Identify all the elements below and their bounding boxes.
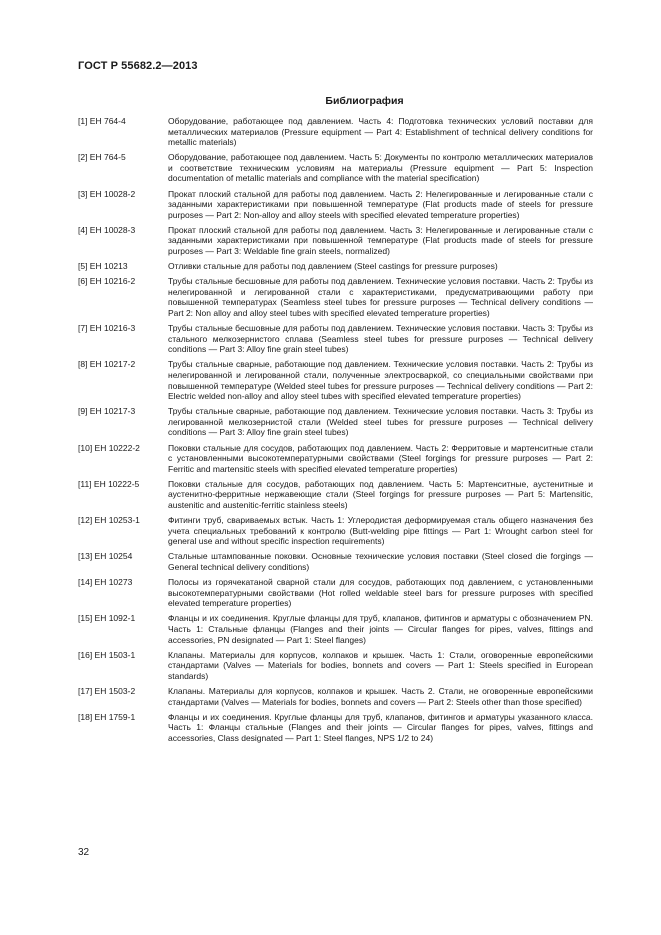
bibliography-title: Библиография (325, 95, 404, 107)
bibliography-entry (78, 443, 593, 475)
bibliography-entry (78, 650, 593, 682)
document-header: ГОСТ Р 55682.2—2013 (78, 60, 198, 72)
bibliography-entry (78, 261, 593, 272)
bibliography-entry (78, 225, 593, 257)
reference-code: [3] ЕН 10028-2 (78, 188, 136, 199)
reference-code: [5] ЕН 10213 (78, 261, 128, 272)
reference-text: Фитинги труб, свариваемых встык. Часть 1: Углеродистая деформируемая сталь общего назначения без учета специальных требований к контролю (Butt-welding pipe fittings — Part 1: Wrought carbon steel for general use and without specific inspection requirements) (168, 515, 593, 547)
reference-code: [1] ЕН 764-4 (78, 116, 126, 126)
bibliography-entry (78, 479, 593, 511)
reference-code: [9] ЕН 10217-3 (78, 406, 136, 417)
reference-text: Трубы стальные сварные, работающие под давлением. Технические условия поставки. Часть 2: Трубы из нелегированной и легированной стали, полученные электросваркой, со специальными свойствами при повышенной температуре (Welded steel tubes for pressure purposes — Technical delivery conditions — Part 2: Electric welded non-alloy and alloy steel tubes with specified elevated temperature properties) (168, 359, 593, 402)
bibliography-entry (78, 686, 593, 707)
reference-code: [10] ЕН 10222-2 (78, 442, 140, 453)
reference-code: [6] ЕН 10216-2 (78, 276, 136, 287)
reference-code: [18] ЕН 1759-1 (78, 711, 136, 722)
bibliography-entry (78, 323, 593, 355)
reference-text: Клапаны. Материалы для корпусов, колпаков и крышек. Часть 1: Стали, оговоренные европейскими стандартами (Valves — Materials for bodies, bonnets and covers — Part 1: Steels specified in European standards) (168, 649, 593, 681)
reference-code: [14] ЕН 10273 (78, 577, 133, 588)
bibliography-entry (78, 359, 593, 401)
reference-text: Полосы из горячекатаной сварной стали для сосудов, работающих под давлением, с установленными высокотемпературными свойствами (Hot rolled weldable steel bars for pressure purposes with specified elevated temperature properties) (168, 577, 593, 609)
reference-text: Клапаны. Материалы для корпусов, колпаков и крышек. Часть 2. Стали, не оговоренные европейскими стандартами (Valves — Materials for bodies, bonnets and covers — Part 2: Steels other than those specified) (168, 685, 593, 707)
bibliography-entry (78, 613, 593, 645)
reference-code: [4] ЕН 10028-3 (78, 224, 136, 235)
bibliography-entry (78, 577, 593, 609)
bibliography-entry (78, 515, 593, 547)
page-number: 32 (78, 847, 90, 858)
reference-text: Прокат плоский стальной для работы под давлением. Часть 2: Нелегированные и легированные стали с заданными характеристиками при повышенной температуре (Flat products made of steels for pressure purposes — Part 2: Non-alloy and alloy steels with specified elevated temperature properties) (168, 188, 593, 220)
bibliography-entry (78, 276, 593, 318)
reference-code: [17] ЕН 1503-2 (78, 685, 136, 696)
bibliography-entry (78, 116, 593, 148)
bibliography-list (78, 116, 593, 748)
reference-text: Трубы стальные бесшовные для работы под давлением. Технические условия поставки. Часть 3: Трубы из стального мелкозернистого сплава (Seamless steel tubes for pressure purposes — Technical delivery conditions — Part 3: Alloy fine grain steel tubes) (168, 323, 593, 355)
reference-code: [8] ЕН 10217-2 (78, 359, 136, 370)
reference-code: [7] ЕН 10216-3 (78, 323, 136, 334)
bibliography-entry (78, 406, 593, 438)
bibliography-entry (78, 152, 593, 184)
reference-text: Оборудование, работающее под давлением. Часть 5: Документы по контролю металлических материалов и соответствие техническим условиям на материалы (Pressure equipment — Part 5: Inspection documentation of metallic materials and compliance with the material specification) (168, 152, 593, 184)
reference-code: [11] ЕН 10222-5 (78, 478, 140, 489)
reference-text: Трубы стальные сварные, работающие под давлением. Технические условия поставки. Часть 3: Трубы из легированной мелкозернистой стали (Welded steel tubes for pressure purposes — Technical delivery conditions — Part 3: Alloy fine grain steel tubes) (168, 406, 593, 438)
reference-text: Стальные штампованные поковки. Основные технические условия поставки (Steel closed die forgings — General technical delivery conditions) (168, 551, 593, 572)
reference-text: Фланцы и их соединения. Круглые фланцы для труб, клапанов, фитингов и арматуры указанного класса. Часть 1: Фланцы стальные (Flanges and their joints — Circular flanges for pipes, valves, fittings and accessories, Class designated — Part 1: Steel flanges, NPS 1/2 to 24) (168, 711, 593, 743)
reference-code: [15] ЕН 1092-1 (78, 613, 136, 624)
reference-text: Фланцы и их соединения. Круглые фланцы для труб, клапанов, фитингов и арматуры с обозначением PN. Часть 1: Стальные фланцы (Flanges and their joints — Circular flanges for pipes, valves, fittings and accessories, PN designated — Part 1: Steel flanges) (168, 613, 593, 645)
bibliography-entry (78, 189, 593, 221)
reference-code: [12] ЕН 10253-1 (78, 515, 140, 526)
reference-text: Поковки стальные для сосудов, работающих под давлением. Часть 2: Ферритовые и мартенситные стали с установленными высокотемпературными свойствами (Steel forgings for pressure purposes — Part 2: Ferritic and martensitic steels with specified elevated temperature properties) (168, 442, 593, 474)
bibliography-entry (78, 551, 593, 572)
reference-text: Оборудование, работающее под давлением. Часть 4: Подготовка технических условий поставки для металлических материалов (Pressure equipment — Part 4: Establishment of technical delivery conditions for metallic materials) (168, 116, 593, 148)
reference-text: Поковки стальные для сосудов, работающих под давлением. Часть 5: Мартенситные, аустенитные и аустенитно-ферритные нержавеющие стали (Steel forgings for pressure purposes — Part 5: Martensitic, austenitic and austenitic-ferritic stainless steels) (168, 478, 593, 510)
reference-code: [13] ЕН 10254 (78, 551, 133, 562)
reference-text: Прокат плоский стальной для работы под давлением. Часть 3: Нелегированные и легированные стали с заданными характеристиками при повышенной температуре (Flat products made of steels for pressure purposes — Part 3: Weldable fine grain steels, normalized) (168, 224, 593, 257)
reference-code: [2] ЕН 764-5 (78, 152, 126, 163)
bibliography-entry (78, 712, 593, 744)
reference-text: Отливки стальные для работы под давлением (Steel castings for pressure purposes) (168, 261, 498, 272)
reference-code: [16] ЕН 1503-1 (78, 649, 136, 660)
reference-text: Трубы стальные бесшовные для работы под давлением. Технические условия поставки. Часть 2: Трубы из нелегированной и легированной стали с характеристиками, предусматривающими работу при повышенной температурах (Seamless steel tubes for pressure purposes — Technical delivery conditions — Part 2: Non alloy and alloy steel tubes with specified elevated temperature properties) (168, 276, 593, 318)
